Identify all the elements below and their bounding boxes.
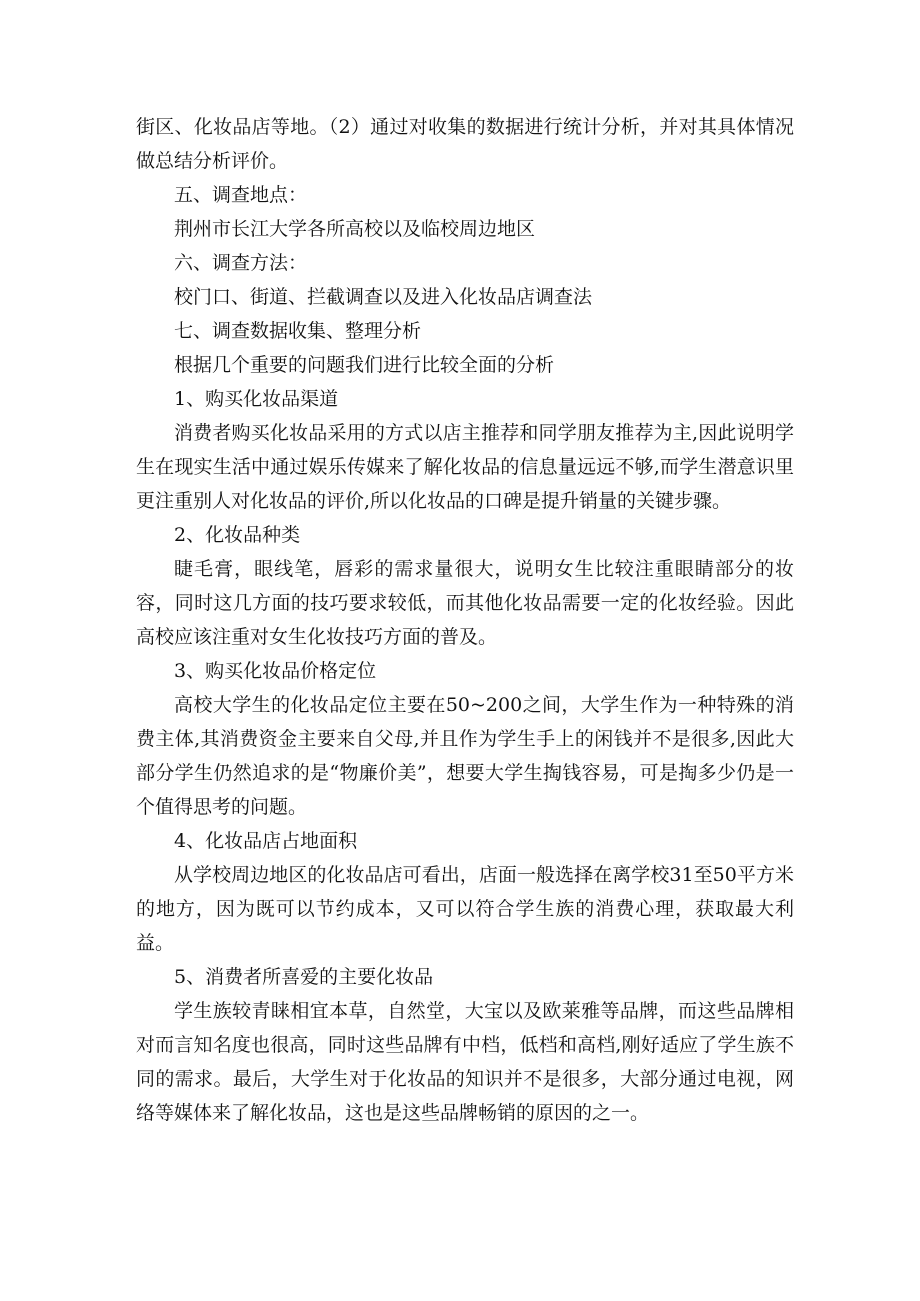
heading-survey-location: 五、调查地点： [174,184,308,206]
paragraph-cosmetic-types: 睫毛膏，眼线笔，唇彩的需求量很大，说明女生比较注重眼睛部分的妆容，同时这几方面的技巧要求较低，而其他化妆品需要一定的化妆经验。因此高校应该注重对女生化妆技巧方面的普及。 [136,558,794,648]
paragraph-store-area: 从学校周边地区的化妆品店可看出，店面一般选择在离学校31至50平方米的地方，因为既可以节约成本，又可以符合学生族的消费心理，获取最大利益。 [136,864,794,954]
heading-store-area: 4、化妆品店占地面积 [174,830,358,852]
heading-favorite-cosmetics: 5、消费者所喜爱的主要化妆品 [174,966,434,988]
heading-cosmetic-types: 2、化妆品种类 [174,524,301,546]
paragraph-survey-location: 荆州市长江大学各所高校以及临校周边地区 [174,218,536,240]
paragraph-data-analysis-intro: 根据几个重要的问题我们进行比较全面的分析 [174,354,555,376]
heading-survey-method: 六、调查方法： [174,252,308,274]
paragraph-survey-method: 校门口、街道、拦截调查以及进入化妆品店调查法 [174,286,593,308]
document-page [136,110,794,1130]
paragraph-price-positioning: 高校大学生的化妆品定位主要在50~200之间，大学生作为一种特殊的消费主体,其消费资金主要来自父母,并且作为学生手上的闲钱并不是很多,因此大部分学生仍然追求的是“物廉价美”，想要大学生掏钱容易，可是掏多少仍是一个值得思考的问题。 [136,694,794,818]
heading-data-analysis: 七、调查数据收集、整理分析 [174,320,422,342]
paragraph-survey-method-continued: 街区、化妆品店等地。（2）通过对收集的数据进行统计分析，并对其具体情况做总结分析评价。 [136,116,794,172]
paragraph-favorite-cosmetics: 学生族较青睐相宜本草，自然堂，大宝以及欧莱雅等品牌，而这些品牌相对而言知名度也很高，同时这些品牌有中档，低档和高档,刚好适应了学生族不同的需求。最后，大学生对于化妆品的知识并不是很多，大部分通过电视，网络等媒体来了解化妆品，这也是这些品牌畅销的原因的之一。 [136,1000,794,1124]
heading-purchase-channel: 1、购买化妆品渠道 [174,388,339,410]
heading-price-positioning: 3、购买化妆品价格定位 [174,660,377,682]
paragraph-purchase-channel: 消费者购买化妆品采用的方式以店主推荐和同学朋友推荐为主,因此说明学生在现实生活中通过娱乐传媒来了解化妆品的信息量远远不够,而学生潜意识里更注重别人对化妆品的评价,所以化妆品的口碑是提升销量的关键步骤。 [136,422,794,512]
